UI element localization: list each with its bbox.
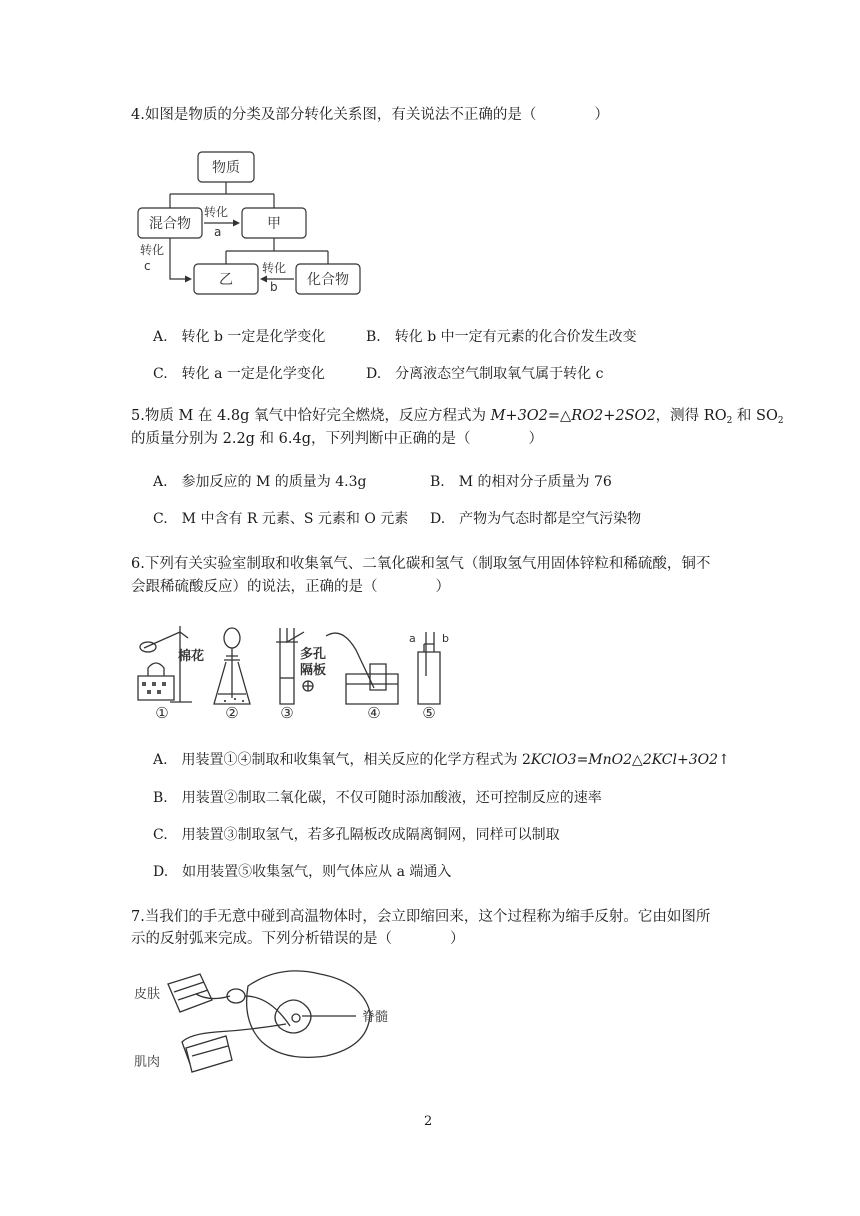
label-device-2: ②: [225, 704, 239, 722]
label-device-5: ⑤: [422, 704, 436, 722]
label-porous-1: 多孔: [300, 647, 327, 662]
q6-option-c[interactable]: C. 用装置③制取氢气，若多孔隔板改成隔离铜网，同样可以制取: [153, 827, 560, 843]
q4-option-b[interactable]: B. 转化 b 中一定有元素的化合价发生改变: [366, 329, 637, 345]
label-skin: 皮肤: [134, 987, 161, 1002]
q7-reflex-arc-figure: [130, 966, 420, 1078]
q5-stem-line1: [131, 406, 784, 431]
q5-stem-line2: 的质量分别为 2.2g 和 6.4g，下列判断中正确的是（ ）: [131, 431, 544, 447]
label-compound: 化合物: [307, 272, 349, 288]
page-number: 2: [424, 1114, 433, 1129]
label-muscle: 肌肉: [134, 1055, 161, 1070]
label-wuzhi: 物质: [212, 160, 240, 176]
q5-stem-mid: ，测得 RO: [655, 408, 727, 424]
q4-option-c[interactable]: C. 转化 a 一定是化学变化: [153, 366, 325, 382]
label-spine: 脊髓: [362, 1010, 389, 1025]
q4-stem: 4.如图是物质的分类及部分转化关系图，有关说法不正确的是（ ）: [131, 107, 609, 123]
q6-option-a-text: A. 用装置①④制取和收集氧气，相关反应的化学方程式为 2: [153, 752, 531, 768]
q5-option-c[interactable]: C. M 中含有 R 元素、S 元素和 O 元素: [153, 511, 409, 527]
q5-option-d[interactable]: D. 产物为气态时都是空气污染物: [430, 511, 642, 527]
q6-option-a-equation: KClO3=MnO2△2KCl+3O2: [530, 752, 719, 768]
label-a: a: [214, 225, 222, 239]
q5-stem-pre: 5.物质 M 在 4.8g 氧气中恰好完全燃烧，反应方程式为: [131, 408, 491, 424]
label-b: b: [270, 280, 278, 294]
label-device-3: ③: [280, 704, 294, 722]
label-device-1: ①: [155, 704, 169, 722]
label-conv-b: 转化: [262, 261, 287, 275]
label-jia: 甲: [267, 216, 281, 232]
label-porous-2: 隔板: [300, 663, 327, 678]
label-yi: 乙: [219, 272, 233, 288]
q6-option-a[interactable]: [153, 750, 730, 770]
q6-option-d[interactable]: D. 如用装置⑤收集氢气，则气体应从 a 端通入: [153, 864, 452, 880]
q4-classification-diagram: [134, 148, 364, 300]
label-port-b: b: [442, 632, 449, 645]
q5-sub-ro2: 2: [726, 416, 733, 426]
q6-option-b[interactable]: B. 用装置②制取二氧化碳，不仅可随时添加酸液，还可控制反应的速率: [153, 790, 602, 806]
q4-option-d[interactable]: D. 分离液态空气制取氧气属于转化 c: [366, 366, 604, 382]
q6-option-a-arrow: ↑: [718, 752, 730, 768]
label-device-4: ④: [367, 704, 381, 722]
q5-option-b[interactable]: B. M 的相对分子质量为 76: [430, 474, 612, 490]
label-conv-c: 转化: [140, 243, 165, 257]
q4-option-a[interactable]: A. 转化 b 一定是化学变化: [153, 329, 326, 345]
q5-equation: M+3O2=△RO2+2SO2: [490, 408, 656, 424]
q7-stem-line2: 示的反射弧来完成。下列分析错误的是（ ）: [131, 931, 465, 947]
label-port-a: a: [409, 632, 416, 645]
q5-option-a[interactable]: A. 参加反应的 M 的质量为 4.3g: [153, 474, 367, 490]
q6-apparatus-figure: [130, 618, 450, 724]
label-c: c: [144, 259, 151, 273]
label-cotton: 棉花: [178, 649, 205, 664]
q5-sub-so2: 2: [777, 416, 784, 426]
q6-stem-line2: 会跟稀硫酸反应）的说法，正确的是（ ）: [131, 579, 450, 595]
q5-stem-and: 和 SO: [732, 408, 778, 424]
label-conv-a: 转化: [204, 205, 229, 219]
label-mixture: 混合物: [149, 216, 191, 232]
q6-stem-line1: 6.下列有关实验室制取和收集氧气、二氧化碳和氢气（制取氢气用固体锌粒和稀硫酸，铜不: [131, 556, 711, 572]
q7-stem-line1: 7.当我们的手无意中碰到高温物体时，会立即缩回来，这个过程称为缩手反射。它由如图所: [131, 909, 711, 925]
